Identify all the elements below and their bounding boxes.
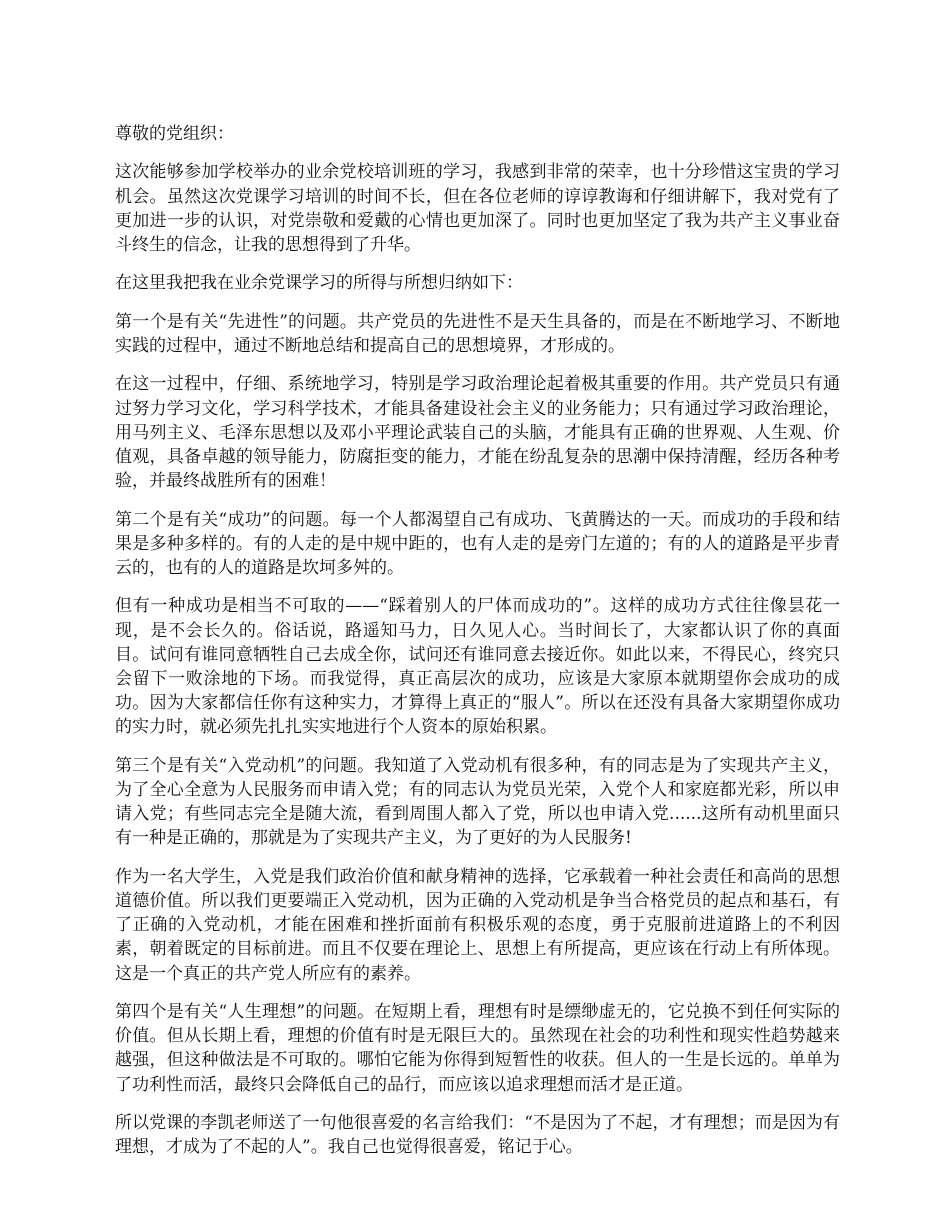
paragraph-study: 在这一过程中，仔细、系统地学习，特别是学习政治理论起着极其重要的作用。共产党员只有通过努力学习文化，学习科学技术，才能具备建设社会主义的业务能力；只有通过学习政治理论，用马列主义、毛泽东思想以及邓小平理论武装自己的头脑，才能具有正确的世界观、人生观、价值观，具备卓越的领导能力，防腐拒变的能力，才能在纷乱复杂的思潮中保持清醒，经历各种考验，并最终战胜所有的困难！ <box>115 374 840 492</box>
paragraph-summary-lead: 在这里我把我在业余党课学习的所得与所想归纳如下： <box>115 273 523 294</box>
paragraph-true-success: 但有一种成功是相当不可取的——“踩着别人的尸体而成功的”。这样的成功方式往往像昙花一现，是不会长久的。俗话说，路遥知马力，日久见人心。当时间长了，大家都认识了你的真面目。试问有谁同意牺牲自己去成全你，试问还有谁同意去接近你。如此以来，不得民心，终究只会留下一败涂地的下场。而我觉得，真正高层次的成功，应该是大家原本就期望你会成功的成功。因为大家都信任你有这种实力，才算得上真正的“服人”。所以在还没有具备大家期望你成功的实力时，就必须先扎扎实实地进行个人资本的原始积累。 <box>115 596 840 738</box>
paragraph-advancement: 第一个是有关“先进性”的问题。共产党员的先进性不是天生具备的，而是在不断地学习、不断地实践的过程中，通过不断地总结和提高自己的思想境界，才形成的。 <box>115 311 840 356</box>
paragraph-ideals: 第四个是有关“人生理想”的问题。在短期上看，理想有时是缥缈虚无的，它兑换不到任何实际的价值。但从长期上看，理想的价值有时是无限巨大的。虽然现在社会的功利性和现实性趋势越来越强，但这种做法是不可取的。哪怕它能为你得到短暂性的收获。但人的一生是长远的。单单为了功利性而活，最终只会降低自己的品行，而应该以追求理想而活才是正道。 <box>115 1001 840 1095</box>
document-body <box>115 122 840 1174</box>
paragraph-closing: 所以党课的李凯老师送了一句他很喜爱的名言给我们：“不是因为了不起，才有理想；而是因为有理想，才成为了不起的人”。我自己也觉得很喜爱，铭记于心。 <box>115 1112 840 1158</box>
paragraph-intro: 这次能够参加学校举办的业余党校培训班的学习，我感到非常的荣幸，也十分珍惜这宝贵的学习机会。虽然这次党课学习培训的时间不长，但在各位老师的谆谆教诲和仔细讲解下，我对党有了更加进一步的认识，对党崇敬和爱戴的心情也更加深了。同时也更加坚定了我为共产主义事业奋斗终生的信念，让我的思想得到了升华。 <box>115 162 840 255</box>
paragraph-success: 第二个是有关“成功”的问题。每一个人都渴望自己有成功、飞黄腾达的一天。而成功的手段和结果是多种多样的。有的人走的是中规中距的，也有人走的是旁门左道的；有的人的道路是平步青云的，也有的人的道路是坎坷多舛的。 <box>115 509 840 578</box>
salutation: 尊敬的党组织： <box>115 124 234 144</box>
paragraph-student: 作为一名大学生，入党是我们政治价值和献身精神的选择，它承载着一种社会责任和高尚的思想道德价值。所以我们更要端正入党动机，因为正确的入党动机是争当合格党员的起点和基石，有了正确的入党动机，才能在困难和挫折面前有积极乐观的态度，勇于克服前进道路上的不利因素，朝着既定的目标前进。而且不仅要在理论上、思想上有所提高，更应该在行动上有所体现。这是一个真正的共产党人所应有的素养。 <box>115 866 840 984</box>
paragraph-motivation: 第三个是有关“入党动机”的问题。我知道了入党动机有很多种，有的同志是为了实现共产主义，为了全心全意为人民服务而申请入党；有的同志认为党员光荣，入党个人和家庭都光彩，所以申请入党；有些同志完全是随大流，看到周围人都入了党，所以也申请入党......这所有动机里面只有一种是正确的，那就是为了实现共产主义，为了更好的为人民服务! <box>115 755 840 849</box>
